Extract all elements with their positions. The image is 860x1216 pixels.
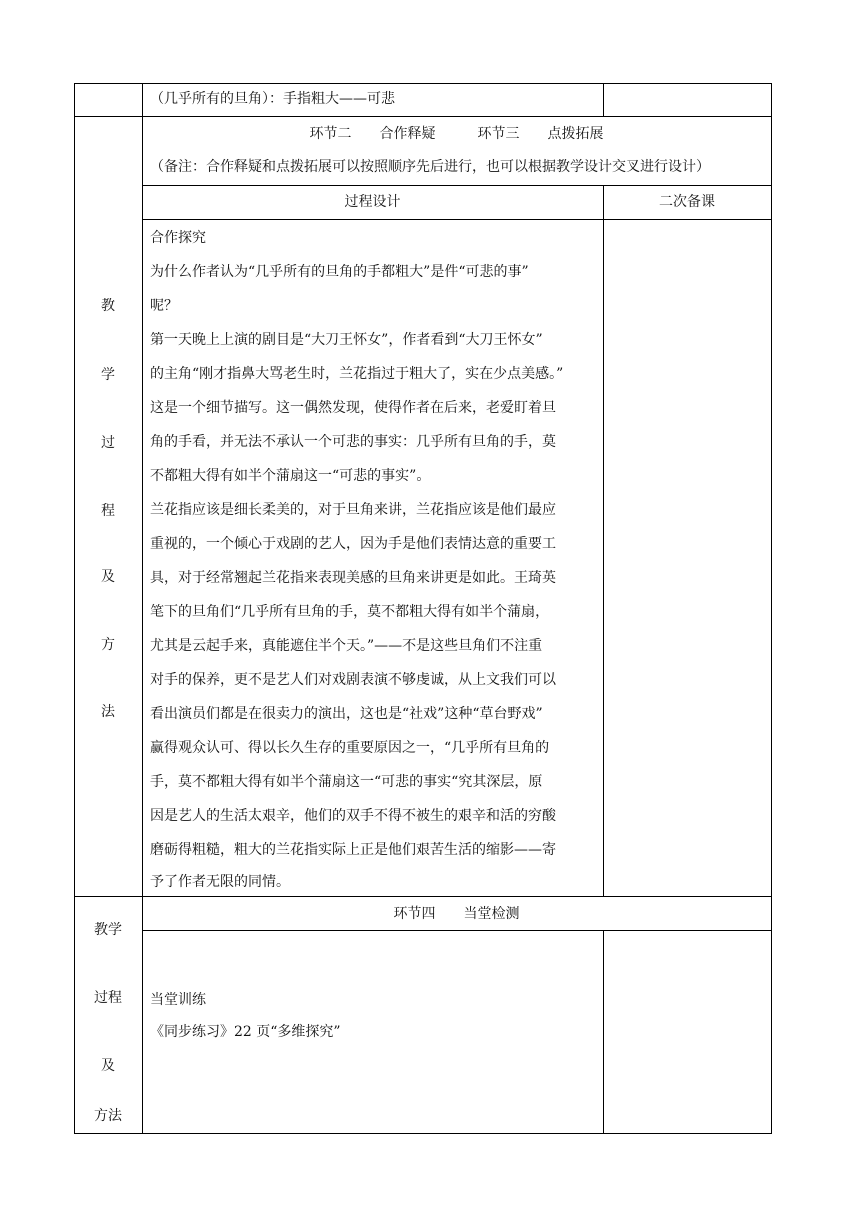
body-line: 赢得观众认可、得以长久生存的重要原因之一，“几乎所有旦角的: [150, 740, 550, 756]
practice-detail: 《同步练习》22 页“多维探究”: [150, 1024, 341, 1040]
body-line: 因是艺人的生活太艰辛，他们的双手不得不被生的艰辛和活的穷酸: [150, 808, 556, 824]
side-label-char: 过: [101, 435, 115, 451]
body-line: 合作探究: [150, 230, 206, 246]
body-line: 不都粗大得有如半个蒲扇这一“可悲的事实”。: [150, 468, 431, 484]
row1-text: （几乎所有的旦角）：手指粗大——可悲: [150, 91, 395, 107]
section2-note: （备注：合作释疑和点拨拓展可以按照顺序先后进行，也可以根据教学设计交叉进行设计）: [150, 159, 710, 175]
body-line: 第一天晚上上演的剧目是“大刀王怀女”，作者看到“大刀王怀女”: [150, 332, 543, 348]
body-line: 对手的保养，更不是艺人们对戏剧表演不够虔诚，从上文我们可以: [150, 672, 556, 688]
rule: [74, 83, 75, 1134]
body-line: 予了作者无限的同情。: [150, 874, 290, 890]
body-line: 具，对于经常翘起兰花指来表现美感的旦角来讲更是如此。王琦英: [150, 570, 556, 586]
side-label-char: 及: [101, 1058, 115, 1074]
body-line: 的主角“刚才指鼻大骂老生时，兰花指过于粗大了，实在少点美感。”: [150, 366, 564, 382]
body-line: 角的手看，并无法不承认一个可悲的事实：几乎所有旦角的手，莫: [150, 434, 556, 450]
side-label-char: 法: [101, 704, 115, 720]
body-line: 兰花指应该是细长柔美的，对于旦角来讲，兰花指应该是他们最应: [150, 502, 556, 518]
side-label-char: 及: [101, 569, 115, 585]
rule: [603, 930, 604, 1134]
rule: [142, 930, 772, 931]
side-label-char: 程: [101, 503, 115, 519]
body-line: 为什么作者认为“几乎所有的旦角的手都粗大”是件“可悲的事”: [150, 264, 529, 280]
side-label-char: 学: [101, 367, 115, 383]
side-label-char: 教学: [94, 922, 122, 938]
side-label-char: 教: [101, 298, 115, 314]
body-line: 手，莫不都粗大得有如半个蒲扇这一“可悲的事实“究其深层，原: [150, 774, 543, 790]
side-label-char: 方: [101, 637, 115, 653]
rule: [74, 896, 772, 897]
body-line: 看出演员们都是在很卖力的演出，这也是“社戏”这种“草台野戏”: [150, 706, 543, 722]
rule: [142, 219, 772, 220]
rule: [74, 83, 772, 84]
body-line: 这是一个细节描写。这一偶然发现，使得作者在后来，老爱盯着旦: [150, 400, 556, 416]
rule: [74, 116, 772, 117]
section3-heading: 环节四 当堂检测: [393, 906, 520, 922]
column-header-process: 过程设计: [344, 194, 401, 210]
side-label-char: 过程: [94, 990, 122, 1006]
rule: [771, 83, 772, 1134]
column-header-second-prep: 二次备课: [659, 194, 715, 210]
rule: [142, 83, 143, 1134]
body-line: 笔下的旦角们“几乎所有旦角的手，莫不都粗大得有如半个蒲扇，: [150, 604, 550, 620]
rule: [603, 185, 604, 897]
body-line: 尤其是云起手来，真能遮住半个天。”——不是这些旦角们不注重: [150, 638, 543, 654]
section2-heading: 环节二 合作释疑 环节三 点拨拓展: [309, 126, 604, 142]
body-line: 呢？: [150, 298, 178, 314]
rule: [74, 1133, 772, 1134]
practice-title: 当堂训练: [150, 992, 206, 1008]
rule: [142, 185, 772, 186]
side-label-char: 方法: [94, 1108, 122, 1124]
rule: [603, 83, 604, 117]
body-line: 磨砺得粗糙，粗大的兰花指实际上正是他们艰苦生活的缩影——寄: [150, 842, 556, 858]
body-line: 重视的，一个倾心于戏剧的艺人，因为手是他们表情达意的重要工: [150, 536, 556, 552]
